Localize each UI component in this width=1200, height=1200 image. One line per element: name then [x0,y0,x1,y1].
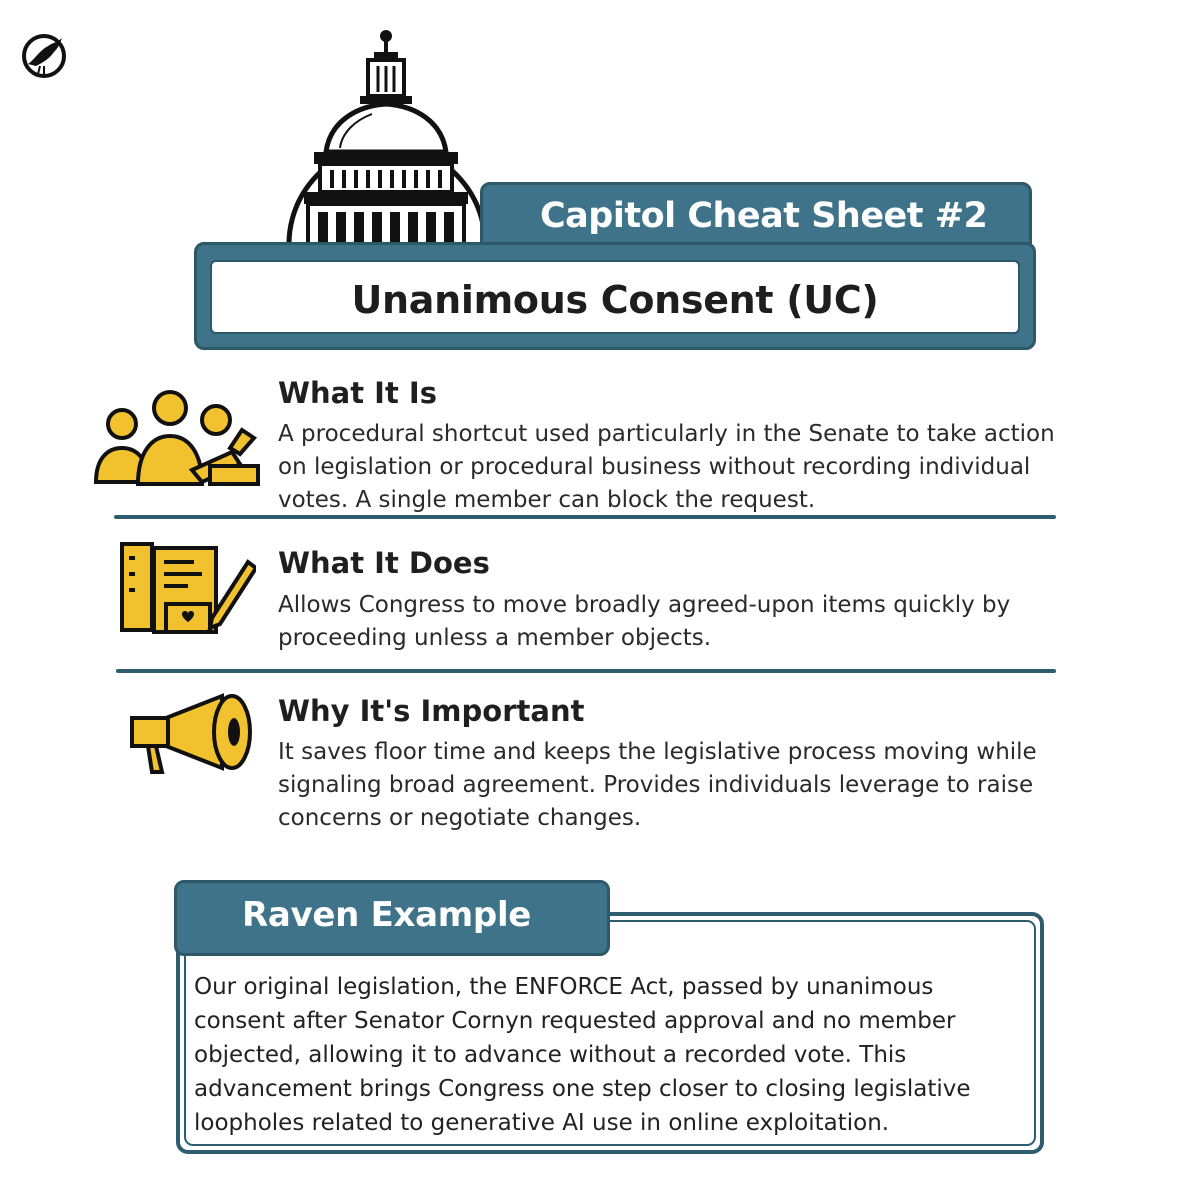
page-title: Unanimous Consent (UC) [351,278,879,322]
example-body: Our original legislation, the ENFORCE Act, passed by unanimous consent after Senator Cornyn requested approval and no member objected, allowing it to advance without a recorded vote. This advancement brings Congress one step closer to closing legislative loopholes related to generative AI use in online exploitation. [194,974,971,1136]
section-heading-what-it-is: What It Is [278,376,437,410]
section-body-what-it-is: A procedural shortcut used particularly in the Senate to take action on legislation or procedural business without recording individual votes. A single member can block the request. [278,421,1055,513]
header-subtitle: Capitol Cheat Sheet #2 [540,196,988,236]
section-body-why-important: It saves floor time and keeps the legislative process moving while signaling broad agreement. Provides individuals leverage to raise concerns or negotiate changes. [278,739,1037,831]
divider [116,669,1056,673]
raven-logo-icon [18,30,74,78]
divider [114,515,1056,519]
section-body-what-it-does: Allows Congress to move broadly agreed-upon items quickly by proceeding unless a member objects. [278,592,1011,651]
example-heading: Raven Example [242,895,532,935]
section-heading-what-it-does: What It Does [278,546,490,580]
capitol-dome-icon [276,22,496,260]
people-icon [92,386,262,490]
section-heading-why-important: Why It's Important [278,694,585,728]
megaphone-icon [126,692,256,776]
documents-pencil-icon [116,540,256,636]
